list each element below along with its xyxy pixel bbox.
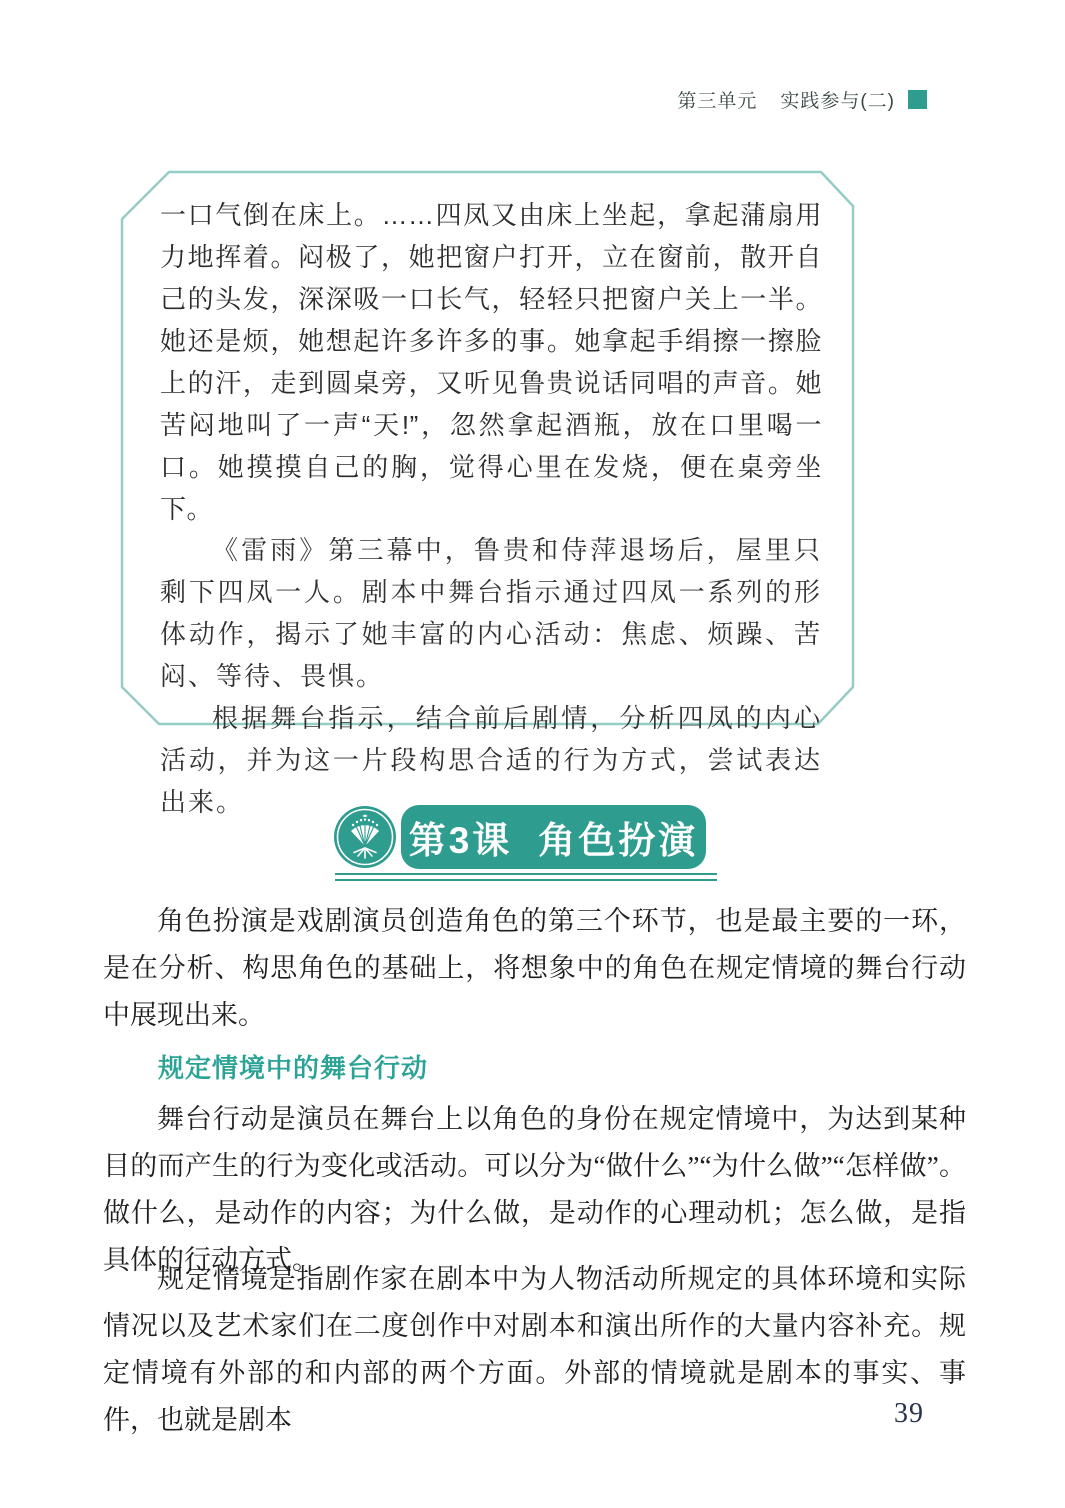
stage-action-paragraph: 舞台行动是演员在舞台上以角色的身份在规定情境中，为达到某种目的而产生的行为变化或活动。可以分为“做什么”“为什么做”“怎样做”。做什么，是动作的内容；为什么做，是动作的心理动机；怎么做，是指具体的行动方式。 [103,1104,966,1275]
given-circumstances-paragraph: 规定情境是指剧作家在剧本中为人物活动所规定的具体环境和实际情况以及艺术家们在二度创作中对剧本和演出所作的大量内容补充。规定情境有外部的和内部的两个方面。外部的情境就是剧本的事实、事件，也就是剧本 [103,1264,966,1435]
running-header [677,86,927,113]
lesson-number: 第3课 [408,820,513,861]
page-number: 39 [894,1398,924,1429]
lesson-title-banner [401,805,706,869]
commentary-paragraph: 《雷雨》第三幕中，鲁贵和侍萍退场后，屋里只剩下四凤一人。剧本中舞台指示通过四凤一系列的形体动作，揭示了她丰富的内心活动：焦虑、烦躁、苦闷、等待、畏惧。 [160,536,822,691]
section-heading: 规定情境中的舞台行动 [158,1053,429,1083]
fan-badge-icon [332,804,398,870]
task-paragraph: 根据舞台指示，结合前后剧情，分析四凤的内心活动，并为这一片段构思合适的行为方式，尝试表达出来。 [160,704,822,817]
play-excerpt-box [120,170,855,817]
unit-marker-icon [908,90,927,109]
lesson-title: 角色扮演 [538,820,699,861]
excerpt-content [160,194,822,824]
lesson-underline [335,873,717,881]
intro-paragraph: 角色扮演是戏剧演员创造角色的第三个环节，也是最主要的一环，是在分析、构思角色的基础上，将想象中的角色在规定情境的舞台行动中展现出来。 [103,906,966,1030]
stage-directions-paragraph: 一口气倒在床上。……四凤又由床上坐起，拿起蒲扇用力地挥着。闷极了，她把窗户打开，立在窗前，散开自己的头发，深深吸一口长气，轻轻只把窗户关上一半。她还是烦，她想起许多许多的事。她拿起手绢擦一擦脸上的汗，走到圆桌旁，又听见鲁贵说话同唱的声音。她苦闷地叫了一声“天!”，忽然拿起酒瓶，放在口里喝一口。她摸摸自己的胸，觉得心里在发烧，便在桌旁坐下。 [160,200,822,524]
unit-label: 第三单元 [677,91,758,112]
section-label: 实践参与(二) [780,91,895,112]
